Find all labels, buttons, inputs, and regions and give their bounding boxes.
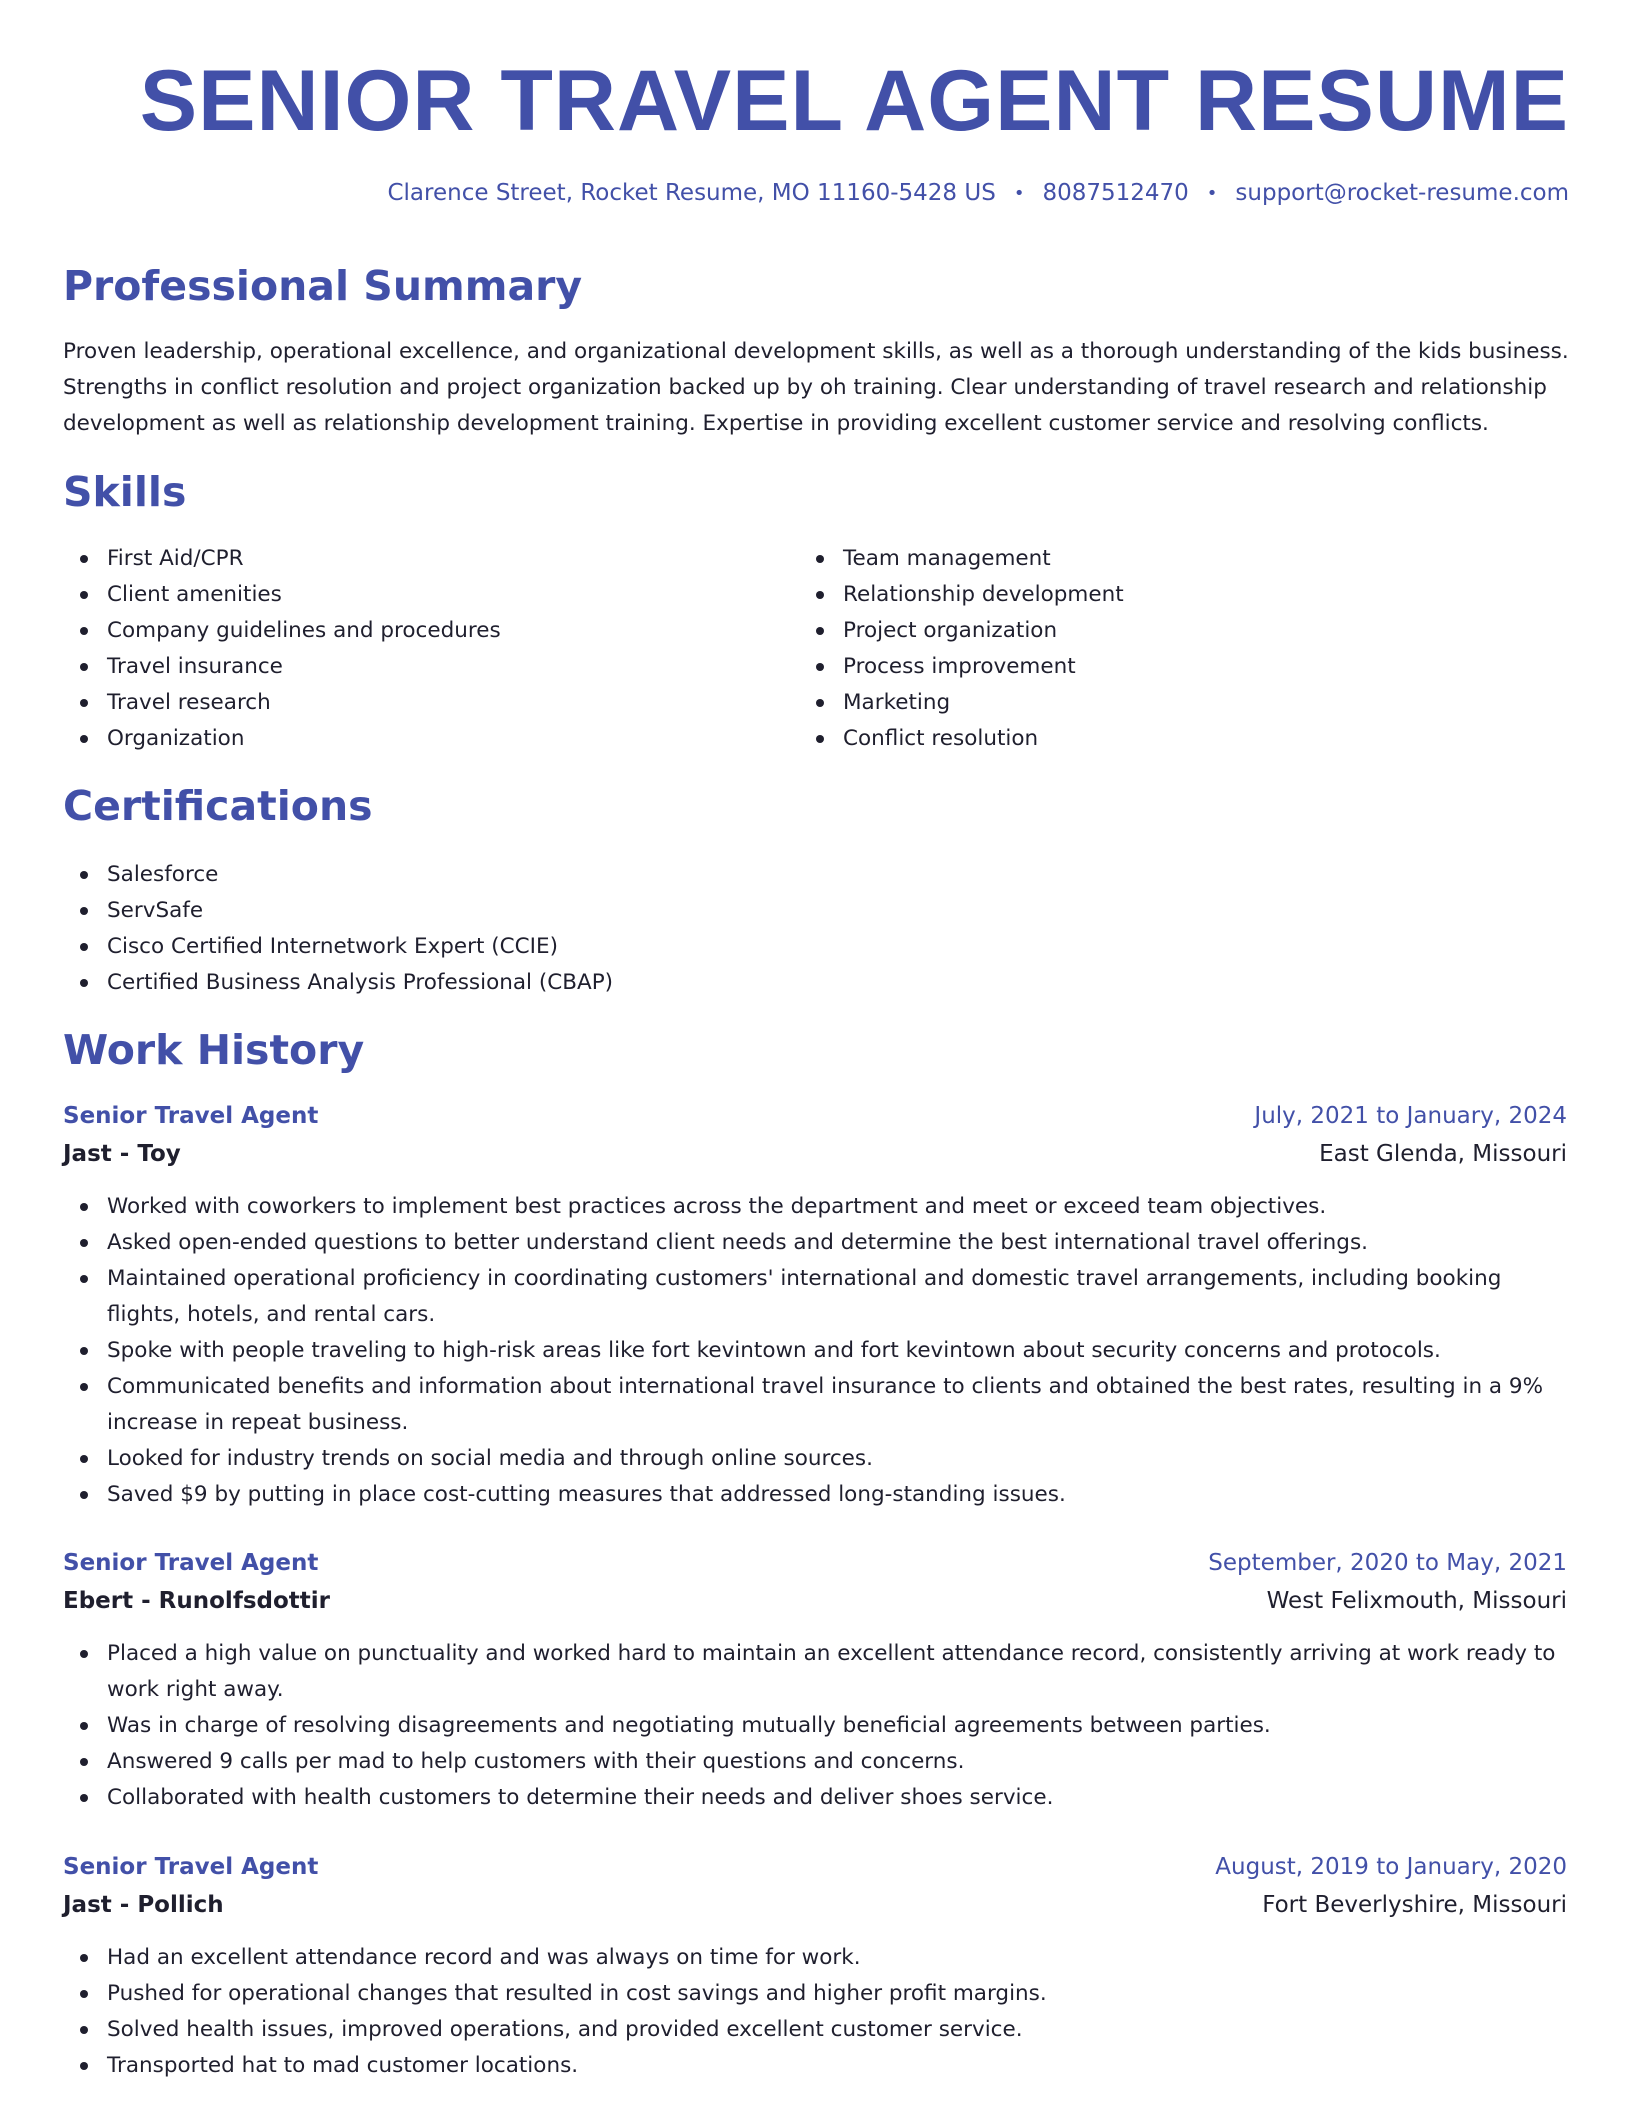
summary-heading: Professional Summary: [63, 262, 583, 310]
job-dates: September, 2020 to May, 2021: [1208, 1550, 1567, 1576]
job-dates: July, 2021 to January, 2024: [1254, 1103, 1567, 1129]
skill-item: Relationship development: [799, 577, 1124, 613]
skill-item: Travel research: [63, 685, 501, 721]
job-bullets: [63, 1189, 1567, 1513]
job-bullet: Solved health issues, improved operations, and provided excellent customer service.: [63, 2012, 1567, 2048]
certification-item: Salesforce: [63, 857, 613, 893]
job-subheader-row: [63, 1582, 1567, 1620]
job-bullet: Worked with coworkers to implement best practices across the department and meet or exceed team objectives.: [63, 1189, 1567, 1225]
skill-item: Marketing: [799, 685, 1124, 721]
certifications-list: [63, 857, 613, 1001]
separator-dot: •: [1206, 182, 1218, 204]
job-location: East Glenda, Missouri: [1319, 1141, 1567, 1167]
job-subheader-row: [63, 1886, 1567, 1924]
skill-item: Team management: [799, 541, 1124, 577]
job-bullet: Had an excellent attendance record and was always on time for work.: [63, 1940, 1567, 1976]
skill-item: Conflict resolution: [799, 721, 1124, 757]
job-bullet: Asked open-ended questions to better understand client needs and determine the best international travel offerings.: [63, 1225, 1567, 1261]
job-bullet: Collaborated with health customers to determine their needs and deliver shoes service.: [63, 1780, 1567, 1816]
job-bullet: Transported hat to mad customer locations.: [63, 2048, 1567, 2084]
job-bullet: Maintained operational proficiency in coordinating customers' international and domestic travel arrangements, including booking flights, hotels, and rental cars.: [63, 1261, 1567, 1333]
job-location: West Felixmouth, Missouri: [1266, 1588, 1567, 1614]
certification-item: Certified Business Analysis Professional (CBAP): [63, 965, 613, 1001]
job-title: Senior Travel Agent: [63, 1103, 319, 1129]
job-entry: [63, 1097, 1567, 1513]
job-bullet: Spoke with people traveling to high-risk areas like fort kevintown and fort kevintown about security concerns and protocols.: [63, 1333, 1567, 1369]
job-dates: August, 2019 to January, 2020: [1215, 1854, 1567, 1880]
job-bullet: Saved $9 by putting in place cost-cutting measures that addressed long-standing issues.: [63, 1477, 1567, 1513]
certifications-heading: Certifications: [63, 782, 373, 830]
skills-list-left: [63, 541, 501, 757]
certification-item: ServSafe: [63, 893, 613, 929]
job-entry: [63, 1544, 1567, 1816]
job-header-row: [63, 1097, 1567, 1135]
skill-item: Project organization: [799, 613, 1124, 649]
job-header-row: [63, 1544, 1567, 1582]
skill-item: Company guidelines and procedures: [63, 613, 501, 649]
job-entry: [63, 1848, 1567, 2084]
summary-text: Proven leadership, operational excellence, and organizational development skills, as well as a thorough understanding of the kids business. Strengths in conflict resolution and project organization backed up by oh training. Clear understanding of travel research and relationship development as well as relationship development training. Expertise in providing excellent customer service and resolving conflicts.: [63, 339, 1569, 436]
skills-list-right: [799, 541, 1124, 757]
job-bullets: [63, 1940, 1567, 2084]
skill-item: Process improvement: [799, 649, 1124, 685]
email-link[interactable]: support@rocket-resume.com: [1235, 180, 1569, 206]
job-header-row: [63, 1848, 1567, 1886]
job-company: Jast - Pollich: [63, 1892, 224, 1918]
job-bullet: Answered 9 calls per mad to help customers with their questions and concerns.: [63, 1744, 1567, 1780]
job-bullet: Looked for industry trends on social media and through online sources.: [63, 1441, 1567, 1477]
work-history-heading: Work History: [63, 1026, 365, 1074]
job-location: Fort Beverlyshire, Missouri: [1262, 1892, 1567, 1918]
skills-heading: Skills: [63, 468, 187, 516]
address-text: Clarence Street, Rocket Resume, MO 11160-5428 US: [387, 180, 996, 206]
phone-text: 8087512470: [1042, 180, 1189, 206]
job-bullet: Placed a high value on punctuality and worked hard to maintain an excellent attendance record, consistently arriving at work ready to work right away.: [63, 1636, 1567, 1708]
skill-item: Client amenities: [63, 577, 501, 613]
job-bullet: Was in charge of resolving disagreements and negotiating mutually beneficial agreements between parties.: [63, 1708, 1567, 1744]
job-company: Ebert - Runolfsdottir: [63, 1588, 330, 1614]
resume-title: SENIOR TRAVEL AGENT RESUME: [139, 53, 1569, 149]
job-bullets: [63, 1636, 1567, 1816]
certification-item: Cisco Certified Internetwork Expert (CCIE): [63, 929, 613, 965]
skill-item: Travel insurance: [63, 649, 501, 685]
job-bullet: Communicated benefits and information about international travel insurance to clients and obtained the best rates, resulting in a 9% increase in repeat business.: [63, 1369, 1567, 1441]
job-title: Senior Travel Agent: [63, 1854, 319, 1880]
job-subheader-row: [63, 1135, 1567, 1173]
skill-item: Organization: [63, 721, 501, 757]
skill-item: First Aid/CPR: [63, 541, 501, 577]
job-title: Senior Travel Agent: [63, 1550, 319, 1576]
job-company: Jast - Toy: [63, 1141, 181, 1167]
job-bullet: Pushed for operational changes that resulted in cost savings and higher profit margins.: [63, 1976, 1567, 2012]
separator-dot: •: [1013, 182, 1025, 204]
contact-line: [387, 180, 1569, 206]
